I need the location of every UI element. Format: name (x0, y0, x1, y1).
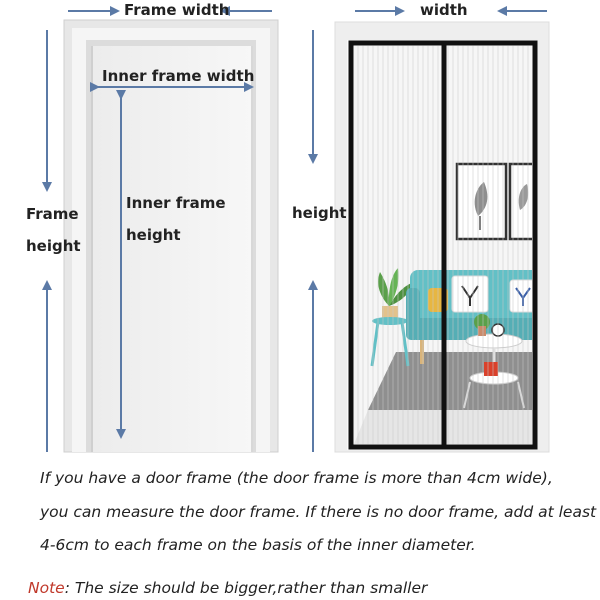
screen-door-drawing (335, 22, 549, 452)
instruction-line-3: 4-6cm to each frame on the basis of the inner diameter. (40, 536, 476, 554)
screen-height-label: height (292, 204, 347, 222)
frame-height-label-line1: Frame (26, 205, 79, 223)
instruction-line-2: you can measure the door frame. If there is no door frame, add at least (40, 503, 597, 521)
note-text: : The size should be bigger,rather than smaller (64, 579, 428, 597)
frame-height-label-line2: height (26, 237, 81, 255)
frame-width-label: Frame width (124, 1, 230, 19)
plant-pot (382, 306, 398, 318)
coffee-table (466, 334, 522, 348)
inner-frame-height-label-line2: height (126, 226, 181, 244)
instruction-line-1: If you have a door frame (the door frame is more than 4cm wide), (40, 469, 553, 487)
inner-frame-height-label-line1: Inner frame (126, 194, 226, 212)
note-line (28, 579, 427, 597)
screen-width-label: width (420, 1, 468, 19)
door-opening (92, 46, 255, 452)
inner-frame-width-label: Inner frame width (102, 67, 255, 85)
note-label: Note (28, 579, 65, 597)
